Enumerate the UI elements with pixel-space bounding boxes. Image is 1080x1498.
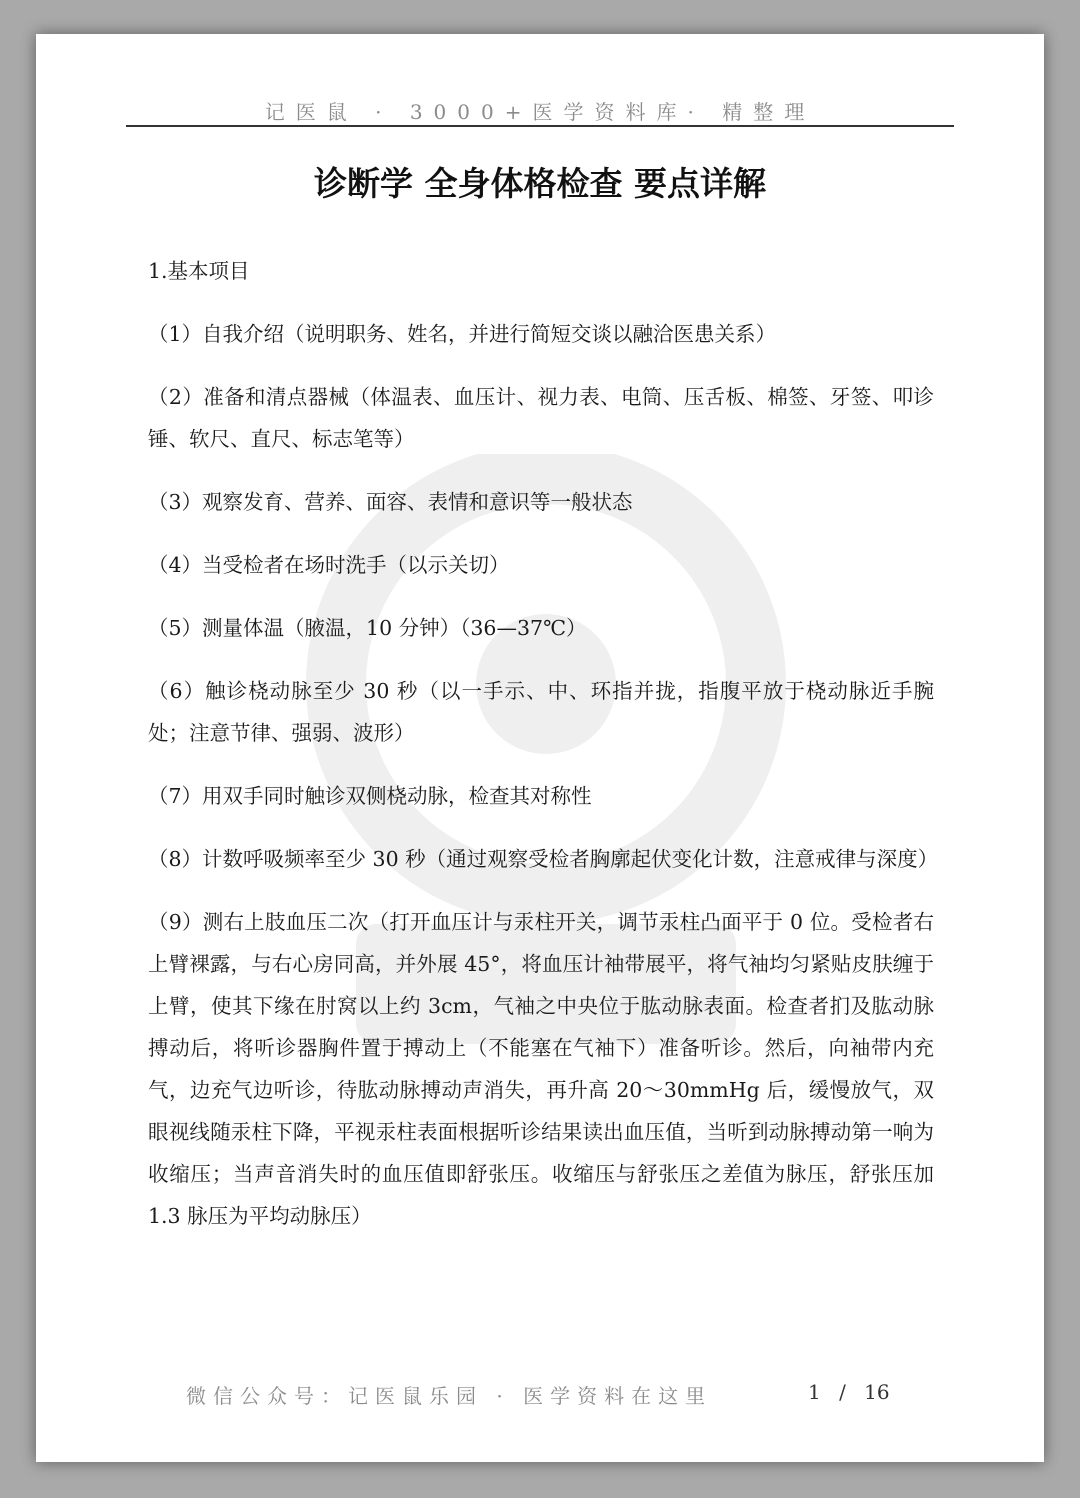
list-item: （1）自我介绍（说明职务、姓名，并进行简短交谈以融洽医患关系）	[148, 322, 777, 346]
header-divider	[126, 125, 954, 127]
list-item: （6）触诊桡动脉至少 30 秒（以一手示、中、环指并拢，指腹平放于桡动脉近手腕处；注意节律、强弱、波形）	[148, 679, 934, 745]
page-header: 记医鼠 · 3000+医学资料库· 精整理	[264, 100, 816, 124]
document-body	[148, 250, 939, 1258]
list-item: （8）计数呼吸频率至少 30 秒（通过观察受检者胸廓起伏变化计数，注意戒律与深度）	[148, 847, 939, 871]
document-page	[36, 34, 1044, 1462]
section-heading: 1.基本项目	[148, 259, 250, 283]
list-item: （7）用双手同时触诊双侧桡动脉，检查其对称性	[148, 784, 592, 808]
page-footer: 微信公众号：记医鼠乐园 · 医学资料在这里	[186, 1384, 713, 1408]
list-item: （2）准备和清点器械（体温表、血压计、视力表、电筒、压舌板、棉签、牙签、叩诊锤、软尺、直尺、标志笔等）	[148, 385, 934, 451]
list-item: （4）当受检者在场时洗手（以示关切）	[148, 553, 510, 577]
list-item: （3）观察发育、营养、面容、表情和意识等一般状态	[148, 490, 633, 514]
document-title: 诊断学 全身体格检查 要点详解	[314, 164, 766, 203]
list-item: （9）测右上肢血压二次（打开血压计与汞柱开关，调节汞柱凸面平于 0 位。受检者右上臂裸露，与右心房同高，并外展 45°，将血压计袖带展平，将气袖均匀紧贴皮肤缠于上臂，使其下缘在肘窝以上约 3cm，气袖之中央位于肱动脉表面。检查者扪及肱动脉搏动后，将听诊器胸件置于搏动上（不能塞在气袖下）准备听诊。然后，向袖带内充气，边充气边听诊，待肱动脉搏动声消失，再升高 20～30mmHg 后，缓慢放气，双眼视线随汞柱下降，平视汞柱表面根据听诊结果读出血压值，当听到动脉搏动第一响为收缩压；当声音消失时的血压值即舒张压。收缩压与舒张压之差值为脉压，舒张压加 1.3 脉压为平均动脉压）	[148, 910, 934, 1228]
list-item: （5）测量体温（腋温，10 分钟）（36—37℃）	[148, 616, 587, 640]
page-number: 1 / 16	[808, 1380, 890, 1404]
